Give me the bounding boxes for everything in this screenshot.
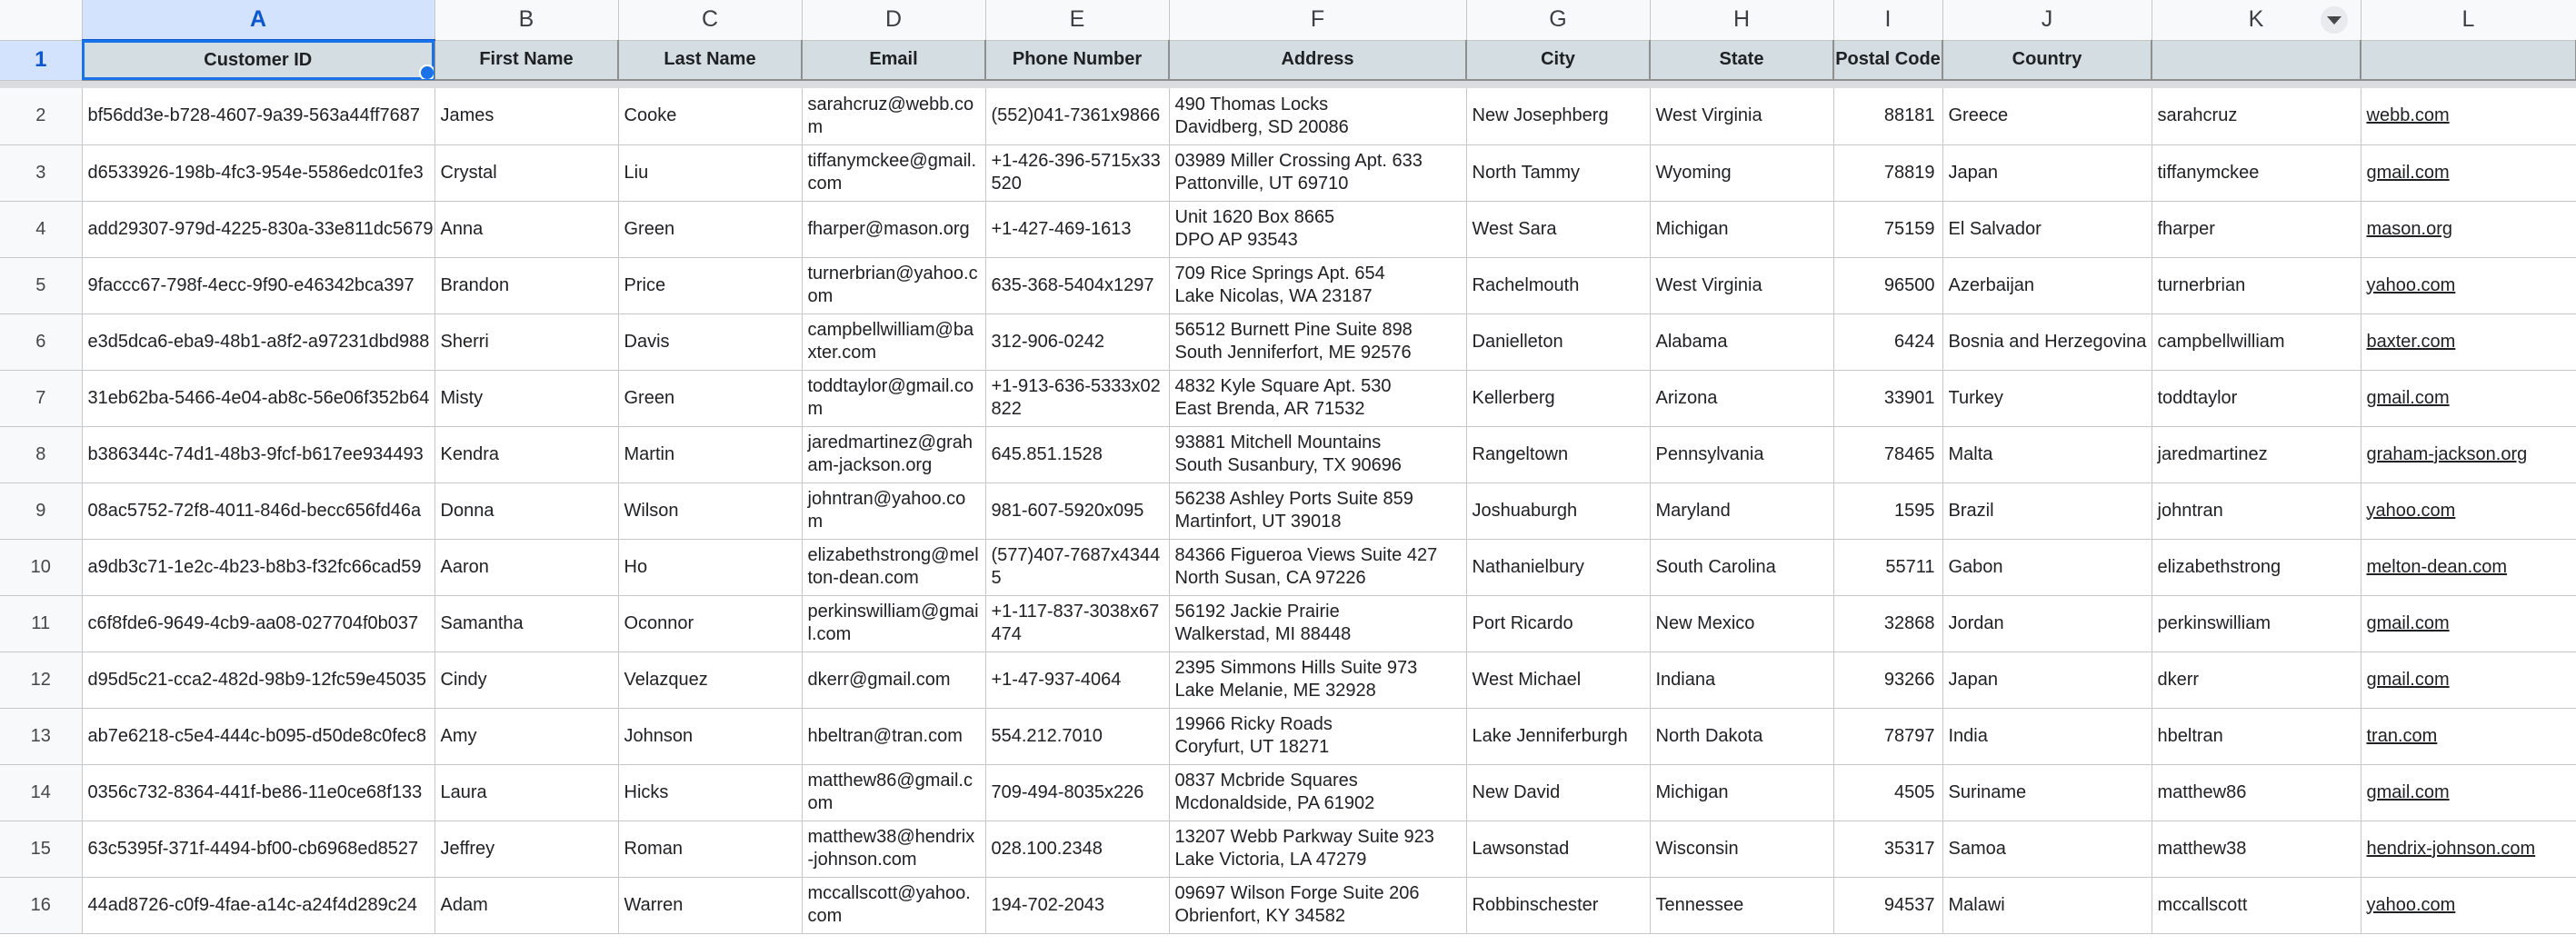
header-cell-last-name[interactable]: Last Name xyxy=(618,40,802,80)
username-cell[interactable]: hbeltran xyxy=(2152,708,2361,764)
header-cell-customer-id[interactable]: Customer ID xyxy=(82,40,434,80)
column-header-e[interactable]: E xyxy=(985,0,1169,40)
email-cell[interactable]: fharper@mason.org xyxy=(802,201,985,257)
phone-cell[interactable]: 194-702-2043 xyxy=(985,877,1169,933)
row-number[interactable]: 16 xyxy=(0,877,82,933)
filter-dropdown-icon[interactable] xyxy=(2321,6,2348,34)
city-cell[interactable]: Rangeltown xyxy=(1466,426,1650,482)
email-cell[interactable]: johntran@yahoo.com xyxy=(802,482,985,539)
customer-id-cell[interactable]: 9faccc67-798f-4ecc-9f90-e46342bca397 xyxy=(82,257,434,313)
header-cell-email[interactable]: Email xyxy=(802,40,985,80)
city-cell[interactable]: Lawsonstad xyxy=(1466,821,1650,877)
state-cell[interactable]: New Mexico xyxy=(1650,595,1833,652)
city-cell[interactable]: Kellerberg xyxy=(1466,370,1650,426)
column-header-g[interactable]: G xyxy=(1466,0,1650,40)
domain-cell[interactable] xyxy=(2361,426,2576,482)
customer-id-cell[interactable]: e3d5dca6-eba9-48b1-a8f2-a97231dbd988 xyxy=(82,313,434,370)
row-number[interactable]: 14 xyxy=(0,764,82,821)
customer-id-cell[interactable]: d6533926-198b-4fc3-954e-5586edc01fe3 xyxy=(82,144,434,201)
state-cell[interactable]: Wyoming xyxy=(1650,144,1833,201)
email-cell[interactable]: jaredmartinez@graham-jackson.org xyxy=(802,426,985,482)
table-row xyxy=(0,482,2576,539)
last-name-cell[interactable]: Wilson xyxy=(618,482,802,539)
username-cell[interactable]: mccallscott xyxy=(2152,877,2361,933)
phone-cell[interactable]: 635-368-5404x1297 xyxy=(985,257,1169,313)
domain-link[interactable]: hendrix-johnson.com xyxy=(2366,838,2536,859)
first-name-cell[interactable]: Brandon xyxy=(434,257,618,313)
table-row xyxy=(0,426,2576,482)
column-header-a[interactable]: A xyxy=(82,0,434,40)
email-cell[interactable]: sarahcruz@webb.com xyxy=(802,88,985,144)
row-number[interactable]: 12 xyxy=(0,652,82,708)
first-name-cell[interactable]: Misty xyxy=(434,370,618,426)
domain-link[interactable]: webb.com xyxy=(2366,105,2450,126)
city-cell[interactable]: Joshuaburgh xyxy=(1466,482,1650,539)
header-cell-k[interactable] xyxy=(2152,40,2361,80)
domain-cell[interactable] xyxy=(2361,370,2576,426)
selection-fill-handle[interactable] xyxy=(419,65,434,80)
last-name-cell[interactable]: Martin xyxy=(618,426,802,482)
username-cell[interactable]: campbellwilliam xyxy=(2152,313,2361,370)
column-header-j[interactable]: J xyxy=(1942,0,2152,40)
domain-cell[interactable] xyxy=(2361,144,2576,201)
domain-cell[interactable] xyxy=(2361,652,2576,708)
last-name-cell[interactable]: Oconnor xyxy=(618,595,802,652)
state-cell[interactable]: West Virginia xyxy=(1650,257,1833,313)
address-cell[interactable]: 709 Rice Springs Apt. 654 Lake Nicolas, WA 23187 xyxy=(1169,257,1466,313)
table-row xyxy=(0,539,2576,595)
domain-cell[interactable] xyxy=(2361,88,2576,144)
country-cell[interactable]: Turkey xyxy=(1942,370,2152,426)
row-number[interactable]: 15 xyxy=(0,821,82,877)
row-number[interactable]: 11 xyxy=(0,595,82,652)
domain-link[interactable]: yahoo.com xyxy=(2366,274,2456,295)
first-name-cell[interactable]: Laura xyxy=(434,764,618,821)
city-cell[interactable]: New Josephberg xyxy=(1466,88,1650,144)
email-cell[interactable]: elizabethstrong@melton-dean.com xyxy=(802,539,985,595)
last-name-cell[interactable]: Warren xyxy=(618,877,802,933)
city-cell[interactable]: Nathanielbury xyxy=(1466,539,1650,595)
customer-id-cell[interactable]: d95d5c21-cca2-482d-98b9-12fc59e45035 xyxy=(82,652,434,708)
address-cell[interactable]: 03989 Miller Crossing Apt. 633 Pattonville, UT 69710 xyxy=(1169,144,1466,201)
customer-id-cell[interactable]: bf56dd3e-b728-4607-9a39-563a44ff7687 xyxy=(82,88,434,144)
country-cell[interactable]: Greece xyxy=(1942,88,2152,144)
domain-link[interactable]: yahoo.com xyxy=(2366,894,2456,915)
city-cell[interactable]: Rachelmouth xyxy=(1466,257,1650,313)
country-cell[interactable]: Samoa xyxy=(1942,821,2152,877)
column-header-row xyxy=(0,0,2576,40)
email-cell[interactable]: hbeltran@tran.com xyxy=(802,708,985,764)
state-cell[interactable]: Indiana xyxy=(1650,652,1833,708)
domain-link[interactable]: melton-dean.com xyxy=(2366,556,2508,577)
city-cell[interactable]: West Sara xyxy=(1466,201,1650,257)
header-cell-phone-number[interactable]: Phone Number xyxy=(985,40,1169,80)
domain-link[interactable]: gmail.com xyxy=(2366,612,2450,633)
username-cell[interactable]: elizabethstrong xyxy=(2152,539,2361,595)
email-cell[interactable]: matthew86@gmail.com xyxy=(802,764,985,821)
first-name-cell[interactable]: Adam xyxy=(434,877,618,933)
address-cell[interactable]: 19966 Ricky Roads Coryfurt, UT 18271 xyxy=(1169,708,1466,764)
city-cell[interactable]: Robbinschester xyxy=(1466,877,1650,933)
domain-link[interactable]: tran.com xyxy=(2366,725,2438,746)
header-cell-address[interactable]: Address xyxy=(1169,40,1466,80)
column-header-l[interactable]: L xyxy=(2361,0,2576,40)
table-row xyxy=(0,313,2576,370)
postal-code-cell[interactable]: 78819 xyxy=(1833,144,1942,201)
column-header-f[interactable]: F xyxy=(1169,0,1466,40)
state-cell[interactable]: Arizona xyxy=(1650,370,1833,426)
table-row xyxy=(0,257,2576,313)
row-number[interactable]: 1 xyxy=(0,40,82,80)
row-number[interactable]: 8 xyxy=(0,426,82,482)
column-header-b[interactable]: B xyxy=(434,0,618,40)
table-row xyxy=(0,370,2576,426)
country-cell[interactable]: Azerbaijan xyxy=(1942,257,2152,313)
column-header-h[interactable]: H xyxy=(1650,0,1833,40)
address-cell[interactable]: 93881 Mitchell Mountains South Susanbury, TX 90696 xyxy=(1169,426,1466,482)
table-row xyxy=(0,708,2576,764)
table-row xyxy=(0,821,2576,877)
domain-link[interactable]: gmail.com xyxy=(2366,162,2450,183)
username-cell[interactable]: perkinswilliam xyxy=(2152,595,2361,652)
domain-cell[interactable] xyxy=(2361,595,2576,652)
username-cell[interactable]: matthew38 xyxy=(2152,821,2361,877)
domain-cell[interactable] xyxy=(2361,313,2576,370)
username-cell[interactable]: jaredmartinez xyxy=(2152,426,2361,482)
email-cell[interactable]: tiffanymckee@gmail.com xyxy=(802,144,985,201)
customer-id-cell[interactable]: 08ac5752-72f8-4011-846d-becc656fd46a xyxy=(82,482,434,539)
row-number[interactable]: 3 xyxy=(0,144,82,201)
state-cell[interactable]: Pennsylvania xyxy=(1650,426,1833,482)
row-number[interactable]: 9 xyxy=(0,482,82,539)
domain-link[interactable]: gmail.com xyxy=(2366,781,2450,802)
username-cell[interactable]: tiffanymckee xyxy=(2152,144,2361,201)
table-row xyxy=(0,652,2576,708)
domain-cell[interactable] xyxy=(2361,821,2576,877)
first-name-cell[interactable]: Crystal xyxy=(434,144,618,201)
address-cell[interactable]: 490 Thomas Locks Davidberg, SD 20086 xyxy=(1169,88,1466,144)
last-name-cell[interactable]: Johnson xyxy=(618,708,802,764)
customer-id-cell[interactable]: 0356c732-8364-441f-be86-11e0ce68f133 xyxy=(82,764,434,821)
last-name-cell[interactable]: Hicks xyxy=(618,764,802,821)
domain-link[interactable]: gmail.com xyxy=(2366,387,2450,408)
address-cell[interactable]: 84366 Figueroa Views Suite 427 North Susan, CA 97226 xyxy=(1169,539,1466,595)
email-cell[interactable]: mccallscott@yahoo.com xyxy=(802,877,985,933)
country-cell[interactable]: Malawi xyxy=(1942,877,2152,933)
country-cell[interactable]: Gabon xyxy=(1942,539,2152,595)
city-cell[interactable]: West Michael xyxy=(1466,652,1650,708)
postal-code-cell[interactable]: 88181 xyxy=(1833,88,1942,144)
first-name-cell[interactable]: Aaron xyxy=(434,539,618,595)
email-cell[interactable]: matthew38@hendrix-johnson.com xyxy=(802,821,985,877)
postal-code-cell[interactable]: 4505 xyxy=(1833,764,1942,821)
email-cell[interactable]: toddtaylor@gmail.com xyxy=(802,370,985,426)
state-cell[interactable]: Tennessee xyxy=(1650,877,1833,933)
table-row xyxy=(0,88,2576,144)
column-header-c[interactable]: C xyxy=(618,0,802,40)
table-row xyxy=(0,201,2576,257)
domain-cell[interactable] xyxy=(2361,877,2576,933)
header-cell-first-name[interactable]: First Name xyxy=(434,40,618,80)
phone-cell[interactable]: +1-47-937-4064 xyxy=(985,652,1169,708)
email-cell[interactable]: perkinswilliam@gmail.com xyxy=(802,595,985,652)
domain-link[interactable]: mason.org xyxy=(2366,218,2452,239)
phone-cell[interactable]: (577)407-7687x43445 xyxy=(985,539,1169,595)
state-cell[interactable]: Alabama xyxy=(1650,313,1833,370)
last-name-cell[interactable]: Price xyxy=(618,257,802,313)
last-name-cell[interactable]: Cooke xyxy=(618,88,802,144)
address-cell[interactable]: 56512 Burnett Pine Suite 898 South Jenniferfort, ME 92576 xyxy=(1169,313,1466,370)
last-name-cell[interactable]: Green xyxy=(618,370,802,426)
first-name-cell[interactable]: James xyxy=(434,88,618,144)
domain-link[interactable]: gmail.com xyxy=(2366,669,2450,690)
country-cell[interactable]: El Salvador xyxy=(1942,201,2152,257)
email-cell[interactable]: turnerbrian@yahoo.com xyxy=(802,257,985,313)
domain-link[interactable]: yahoo.com xyxy=(2366,500,2456,521)
phone-cell[interactable]: +1-913-636-5333x02822 xyxy=(985,370,1169,426)
state-cell[interactable]: Michigan xyxy=(1650,201,1833,257)
header-cell-city[interactable]: City xyxy=(1466,40,1650,80)
address-cell[interactable]: 4832 Kyle Square Apt. 530 East Brenda, AR 71532 xyxy=(1169,370,1466,426)
header-cell-postal-code[interactable]: Postal Code xyxy=(1833,40,1942,80)
column-header-k[interactable]: K xyxy=(2152,0,2361,40)
country-cell[interactable]: Bosnia and Herzegovina xyxy=(1942,313,2152,370)
first-name-cell[interactable]: Samantha xyxy=(434,595,618,652)
phone-cell[interactable]: 645.851.1528 xyxy=(985,426,1169,482)
frozen-row-divider[interactable] xyxy=(0,80,2576,88)
phone-cell[interactable]: 981-607-5920x095 xyxy=(985,482,1169,539)
row-number[interactable]: 5 xyxy=(0,257,82,313)
city-cell[interactable]: New David xyxy=(1466,764,1650,821)
phone-cell[interactable]: 028.100.2348 xyxy=(985,821,1169,877)
customer-id-cell[interactable]: ab7e6218-c5e4-444c-b095-d50de8c0fec8 xyxy=(82,708,434,764)
postal-code-cell[interactable]: 6424 xyxy=(1833,313,1942,370)
email-cell[interactable]: dkerr@gmail.com xyxy=(802,652,985,708)
address-cell[interactable]: 09697 Wilson Forge Suite 206 Obrienfort, KY 34582 xyxy=(1169,877,1466,933)
header-cell-country[interactable]: Country xyxy=(1942,40,2152,80)
phone-cell[interactable]: 554.212.7010 xyxy=(985,708,1169,764)
table-row xyxy=(0,764,2576,821)
country-cell[interactable]: Japan xyxy=(1942,652,2152,708)
postal-code-cell[interactable]: 33901 xyxy=(1833,370,1942,426)
column-header-i[interactable]: I xyxy=(1833,0,1942,40)
customer-id-cell[interactable]: a9db3c71-1e2c-4b23-b8b3-f32fc66cad59 xyxy=(82,539,434,595)
first-name-cell[interactable]: Anna xyxy=(434,201,618,257)
phone-cell[interactable]: +1-117-837-3038x67474 xyxy=(985,595,1169,652)
postal-code-cell[interactable]: 93266 xyxy=(1833,652,1942,708)
domain-cell[interactable] xyxy=(2361,708,2576,764)
last-name-cell[interactable]: Liu xyxy=(618,144,802,201)
city-cell[interactable]: Lake Jenniferburgh xyxy=(1466,708,1650,764)
row-number[interactable]: 4 xyxy=(0,201,82,257)
domain-link[interactable]: baxter.com xyxy=(2366,331,2456,352)
row-number[interactable]: 7 xyxy=(0,370,82,426)
username-cell[interactable]: turnerbrian xyxy=(2152,257,2361,313)
postal-code-cell[interactable]: 1595 xyxy=(1833,482,1942,539)
postal-code-cell[interactable]: 32868 xyxy=(1833,595,1942,652)
state-cell[interactable]: Michigan xyxy=(1650,764,1833,821)
table-row xyxy=(0,595,2576,652)
domain-cell[interactable] xyxy=(2361,539,2576,595)
state-cell[interactable]: West Virginia xyxy=(1650,88,1833,144)
postal-code-cell[interactable]: 96500 xyxy=(1833,257,1942,313)
customer-id-cell[interactable]: b386344c-74d1-48b3-9fcf-b617ee934493 xyxy=(82,426,434,482)
country-cell[interactable]: Jordan xyxy=(1942,595,2152,652)
country-cell[interactable]: India xyxy=(1942,708,2152,764)
city-cell[interactable]: Port Ricardo xyxy=(1466,595,1650,652)
last-name-cell[interactable]: Roman xyxy=(618,821,802,877)
state-cell[interactable]: Wisconsin xyxy=(1650,821,1833,877)
phone-cell[interactable]: 312-906-0242 xyxy=(985,313,1169,370)
domain-cell[interactable] xyxy=(2361,482,2576,539)
postal-code-cell[interactable]: 75159 xyxy=(1833,201,1942,257)
customer-id-cell[interactable]: 44ad8726-c0f9-4fae-a14c-a24f4d289c24 xyxy=(82,877,434,933)
column-header-d[interactable]: D xyxy=(802,0,985,40)
domain-cell[interactable] xyxy=(2361,201,2576,257)
select-all-corner[interactable] xyxy=(0,0,82,40)
table-row xyxy=(0,144,2576,201)
username-cell[interactable]: fharper xyxy=(2152,201,2361,257)
address-cell[interactable]: 0837 Mcbride Squares Mcdonaldside, PA 61902 xyxy=(1169,764,1466,821)
row-number[interactable]: 10 xyxy=(0,539,82,595)
header-cell-l[interactable] xyxy=(2361,40,2576,80)
first-name-cell[interactable]: Donna xyxy=(434,482,618,539)
email-cell[interactable]: campbellwilliam@baxter.com xyxy=(802,313,985,370)
address-cell[interactable]: 56238 Ashley Ports Suite 859 Martinfort, UT 39018 xyxy=(1169,482,1466,539)
address-cell[interactable]: 2395 Simmons Hills Suite 973 Lake Melanie, ME 32928 xyxy=(1169,652,1466,708)
state-cell[interactable]: South Carolina xyxy=(1650,539,1833,595)
domain-link[interactable]: graham-jackson.org xyxy=(2366,443,2528,464)
table-row xyxy=(0,877,2576,933)
state-cell[interactable]: Maryland xyxy=(1650,482,1833,539)
username-cell[interactable]: toddtaylor xyxy=(2152,370,2361,426)
customer-id-cell[interactable]: 31eb62ba-5466-4e04-ab8c-56e06f352b64 xyxy=(82,370,434,426)
row-number[interactable]: 6 xyxy=(0,313,82,370)
first-name-cell[interactable]: Jeffrey xyxy=(434,821,618,877)
header-cell-state[interactable]: State xyxy=(1650,40,1833,80)
phone-cell[interactable]: 709-494-8035x226 xyxy=(985,764,1169,821)
first-name-cell[interactable]: Sherri xyxy=(434,313,618,370)
domain-cell[interactable] xyxy=(2361,257,2576,313)
username-cell[interactable]: sarahcruz xyxy=(2152,88,2361,144)
phone-cell[interactable]: +1-427-469-1613 xyxy=(985,201,1169,257)
postal-code-cell[interactable]: 78797 xyxy=(1833,708,1942,764)
username-cell[interactable]: matthew86 xyxy=(2152,764,2361,821)
customer-id-cell[interactable]: 63c5395f-371f-4494-bf00-cb6968ed8527 xyxy=(82,821,434,877)
username-cell[interactable]: dkerr xyxy=(2152,652,2361,708)
country-cell[interactable]: Malta xyxy=(1942,426,2152,482)
row-number[interactable]: 13 xyxy=(0,708,82,764)
customer-id-cell[interactable]: add29307-979d-4225-830a-33e811dc5679 xyxy=(82,201,434,257)
address-cell[interactable]: 56192 Jackie Prairie Walkerstad, MI 88448 xyxy=(1169,595,1466,652)
header-row xyxy=(0,40,2576,80)
phone-cell[interactable]: (552)041-7361x9866 xyxy=(985,88,1169,144)
country-cell[interactable]: Suriname xyxy=(1942,764,2152,821)
first-name-cell[interactable]: Kendra xyxy=(434,426,618,482)
last-name-cell[interactable]: Davis xyxy=(618,313,802,370)
last-name-cell[interactable]: Ho xyxy=(618,539,802,595)
address-cell[interactable]: 13207 Webb Parkway Suite 923 Lake Victoria, LA 47279 xyxy=(1169,821,1466,877)
postal-code-cell[interactable]: 94537 xyxy=(1833,877,1942,933)
first-name-cell[interactable]: Amy xyxy=(434,708,618,764)
domain-cell[interactable] xyxy=(2361,764,2576,821)
city-cell[interactable]: Danielleton xyxy=(1466,313,1650,370)
row-number[interactable]: 2 xyxy=(0,88,82,144)
last-name-cell[interactable]: Green xyxy=(618,201,802,257)
country-cell[interactable]: Japan xyxy=(1942,144,2152,201)
username-cell[interactable]: johntran xyxy=(2152,482,2361,539)
postal-code-cell[interactable]: 35317 xyxy=(1833,821,1942,877)
phone-cell[interactable]: +1-426-396-5715x33520 xyxy=(985,144,1169,201)
city-cell[interactable]: North Tammy xyxy=(1466,144,1650,201)
country-cell[interactable]: Brazil xyxy=(1942,482,2152,539)
customer-id-cell[interactable]: c6f8fde6-9649-4cb9-aa08-027704f0b037 xyxy=(82,595,434,652)
address-cell[interactable]: Unit 1620 Box 8665 DPO AP 93543 xyxy=(1169,201,1466,257)
first-name-cell[interactable]: Cindy xyxy=(434,652,618,708)
state-cell[interactable]: North Dakota xyxy=(1650,708,1833,764)
postal-code-cell[interactable]: 78465 xyxy=(1833,426,1942,482)
postal-code-cell[interactable]: 55711 xyxy=(1833,539,1942,595)
last-name-cell[interactable]: Velazquez xyxy=(618,652,802,708)
